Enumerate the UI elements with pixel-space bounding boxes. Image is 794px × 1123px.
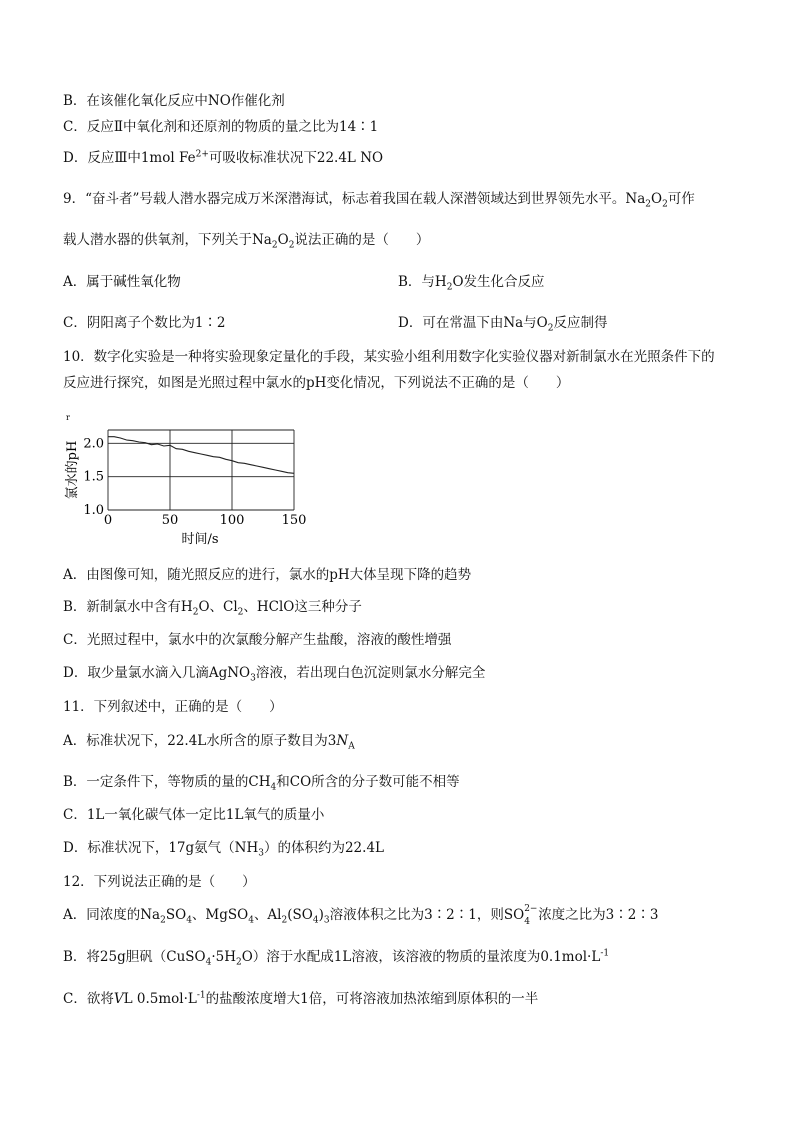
q12-option-a: A．同浓度的$Na_2SO_4$、MgSO$_4$、$Al_2(SO_4)_3$溶液体积之比为3∶2∶1，则SO 2− 4 浓度之比为3∶2∶3 [63, 904, 659, 927]
chart-ticks [83, 436, 306, 528]
chart-grid [108, 430, 294, 510]
q11-option-c: C．1L一氧化碳气体一定比1L氧气的质量小 [63, 807, 325, 823]
x-tick-label: 100 [219, 513, 245, 528]
q9-option-d: D．可在常温下由Na与$O_2$反应制得 [398, 315, 608, 334]
q9-options-ab [63, 273, 545, 293]
q11-option-a: A．标准状况下，22.4L水所含的原子数目为$3N_A$ [63, 733, 355, 752]
q12-option-c: C．欲将VL $0.5mol\cdot L^{-1}$的盐酸浓度增大1倍，可将溶液加热浓缩到原体积的一半 [63, 990, 539, 1007]
q9-option-c: C．阴阳离子个数比为1∶2 [63, 315, 226, 331]
q9-stem-line2: 载人潜水器的供氧剂，下列关于$Na_2O_2$说法正确的是（ ） [63, 232, 430, 251]
x-tick-label: 150 [281, 513, 307, 528]
y-axis-label: 氯水的pH [65, 440, 80, 500]
y-tick-label: 1.0 [83, 503, 104, 518]
q9-options-cd [63, 314, 608, 334]
q9-stem-line1: 9．“奋斗者”号载人潜水器完成万米深潜海试，标志着我国在载人深潜领域达到世界领先水平。$Na_2O_2$可作 [63, 191, 695, 210]
ph-series-line [108, 437, 294, 474]
q10-stem-line2: 反应进行探究，如图是光照过程中氯水的pH变化情况，下列说法不正确的是（ ） [63, 375, 570, 391]
q10-option-d: D．取少量氯水滴入几滴AgNO$_3$溶液，若出现白色沉淀则氯水分解完全 [63, 665, 486, 684]
q11-stem: 11．下列叙述中，正确的是（ ） [63, 699, 283, 715]
y-tick-label: 1.5 [83, 469, 104, 485]
q9-option-b: B．与$H_2O$发生化合反应 [398, 274, 545, 293]
ph-chart [62, 408, 312, 548]
x-axis-label: 时间/s [181, 532, 219, 547]
q10-option-c: C．光照过程中，氯水中的次氯酸分解产生盐酸，溶液的酸性增强 [63, 632, 452, 648]
q8-option-c: C．反应Ⅱ中氧化剂和还原剂的物质的量之比为14∶1 [63, 119, 379, 135]
x-tick-label: 50 [161, 513, 179, 528]
q9-option-a: A．属于碱性氧化物 [63, 274, 181, 290]
x-tick-label: 0 [103, 513, 113, 528]
q11-option-d: D．标准状况下，17g氨气$(NH_3)$的体积约为22.4L [63, 840, 384, 859]
q10-stem-line1: 10．数字化实验是一种将实验现象定量化的手段，某实验小组利用数字化实验仪器对新制氯水在光照条件下的 [63, 349, 715, 365]
y-axis-arrow-mark: r [66, 413, 70, 422]
q10-option-a: A．由图像可知，随光照反应的进行，氯水的pH大体呈现下降的趋势 [63, 567, 472, 583]
q8-option-d: D．反应Ⅲ中1mol $Fe^{2+}$可吸收标准状况下22.4L NO [63, 149, 384, 166]
q12-stem: 12．下列说法正确的是（ ） [63, 874, 256, 890]
q12-option-b: B．将25g胆矾$(CuSO_4\cdot 5H_2O)$溶于水配成1L溶液，该溶液的物质的量浓度为$0.1mol\cdot L^{-1}$ [63, 948, 610, 968]
q11-option-b: B．一定条件下，等物质的量的$CH_4$和CO所含的分子数可能不相等 [63, 774, 460, 793]
q10-option-b: B．新制氯水中含有$H_2O$、$Cl_2$、HClO这三种分子 [63, 599, 362, 618]
q8-option-b: B．在该催化氧化反应中NO作催化剂 [63, 93, 285, 109]
y-tick-label: 2.0 [83, 436, 104, 452]
